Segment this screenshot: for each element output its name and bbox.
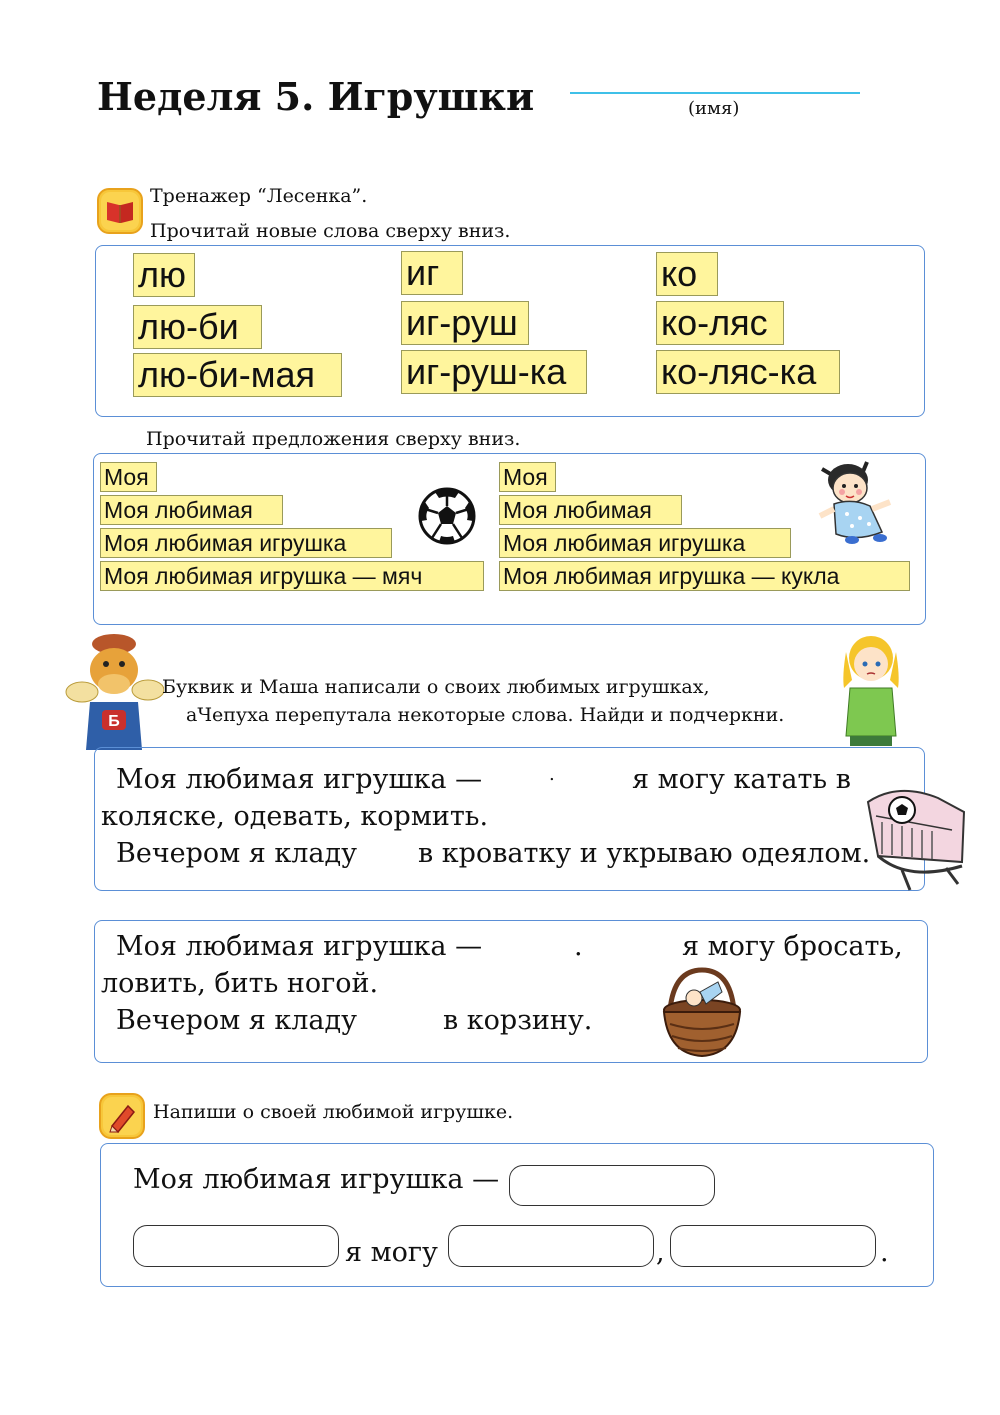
task3-instruction-line2: аЧепуха перепутала некоторые слова. Найди и подчеркни. [186, 704, 785, 726]
sentence-line: Моя [100, 462, 157, 492]
syllable-card: ко-ляс [656, 301, 784, 345]
syllable-card: лю-би-мая [133, 353, 342, 397]
pencil-icon [98, 1092, 146, 1140]
crib-image [858, 772, 974, 898]
story-text: . [574, 931, 583, 962]
page-title: Неделя 5. Игрушки [97, 74, 535, 119]
task3-instruction-line1: Буквик и Маша написали о своих любимых игрушках, [162, 676, 710, 698]
story-text: коляске, одевать, кормить. [101, 801, 489, 832]
task1-instruction: Прочитай новые слова сверху вниз. [150, 220, 511, 242]
book-icon [96, 187, 144, 235]
story-text: Моя любимая игрушка — [116, 931, 483, 962]
sentence-line: Моя любимая [499, 495, 682, 525]
story-text: Моя любимая игрушка — [116, 764, 483, 795]
masha-image [838, 632, 904, 752]
syllable-card: иг-руш [401, 301, 529, 345]
syllable-card: ко-ляс-ка [656, 350, 840, 394]
write-text: я могу [345, 1237, 438, 1268]
sentence-line: Моя любимая [100, 495, 283, 525]
task1-title: Тренажер “Лесенка”. [150, 185, 368, 207]
sentence-line: Моя любимая игрушка [100, 528, 392, 558]
write-text: Моя любимая игрушка — [133, 1164, 500, 1195]
name-input-line[interactable] [570, 92, 860, 94]
syllable-card: иг-руш-ка [401, 350, 587, 394]
sentence-line: Моя любимая игрушка — кукла [499, 561, 910, 591]
story-text: Вечером я кладу [116, 838, 358, 869]
task4-instruction: Напиши о своей любимой игрушке. [153, 1101, 514, 1123]
story-text: в корзину. [443, 1005, 593, 1036]
toy-name-input[interactable] [509, 1165, 715, 1206]
story-text: я могу катать в [632, 764, 851, 795]
toy-blank-input[interactable] [133, 1225, 339, 1267]
story-text: . [549, 764, 555, 785]
action-input-1[interactable] [448, 1225, 654, 1267]
story-text: я могу бросать, [682, 931, 903, 962]
sentence-line: Моя любимая игрушка [499, 528, 791, 558]
sentence-line: Моя любимая игрушка — мяч [100, 561, 484, 591]
story-text: Вечером я кладу [116, 1005, 358, 1036]
soccer-ball-image [417, 486, 477, 550]
action-input-2[interactable] [670, 1225, 876, 1267]
task2-instruction: Прочитай предложения сверху вниз. [146, 428, 521, 450]
syllable-card: лю-би [133, 305, 262, 349]
name-label: (имя) [688, 98, 740, 119]
story-text: в кроватку и укрываю одеялом. [418, 838, 871, 869]
comma-text: , [656, 1237, 665, 1268]
sentence-line: Моя [499, 462, 556, 492]
period-text: . [880, 1237, 889, 1268]
bukvik-mascot-image [64, 632, 164, 754]
story-text: ловить, бить ногой. [101, 968, 379, 999]
syllable-card: ко [656, 252, 718, 296]
mascot-letter: Б [108, 713, 120, 730]
syllable-card: иг [401, 251, 463, 295]
syllable-card: лю [133, 253, 195, 297]
basket-image [656, 964, 748, 1064]
doll-image [812, 454, 902, 553]
